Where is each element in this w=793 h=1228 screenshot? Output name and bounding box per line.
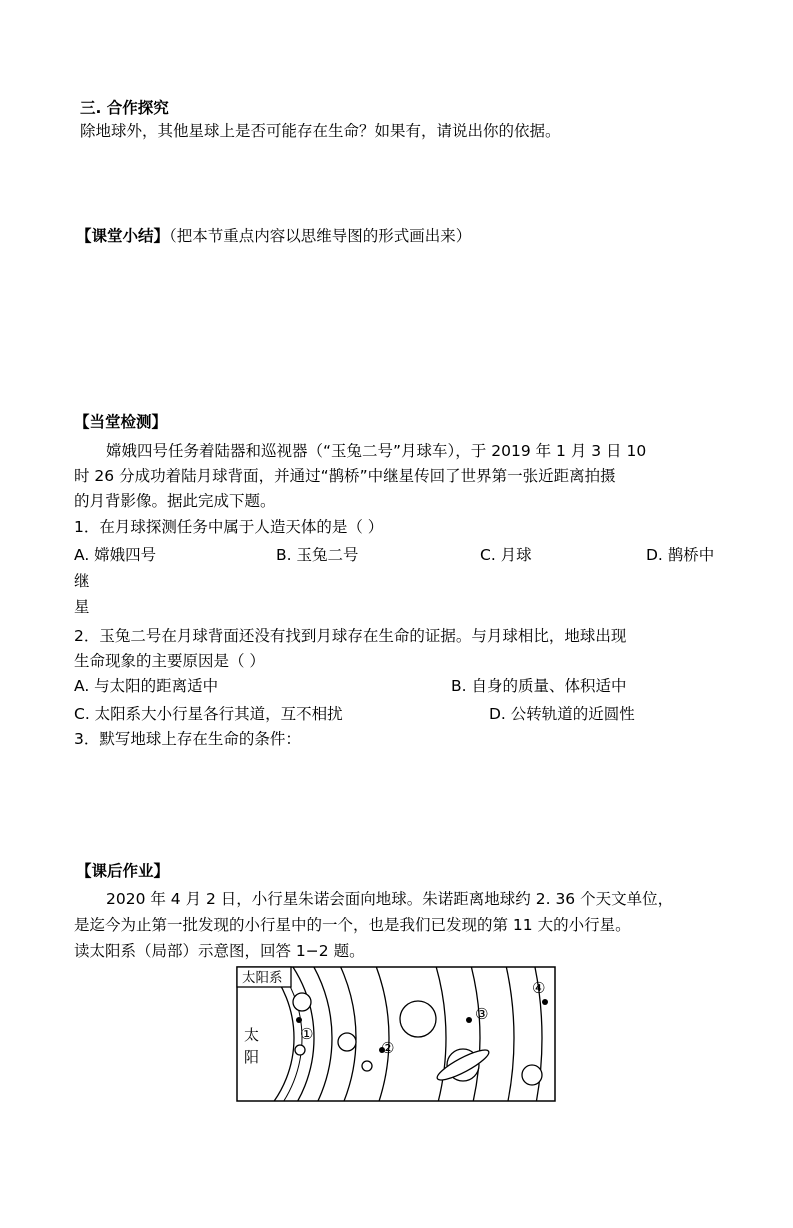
planet-circle bbox=[522, 1065, 542, 1085]
q1-stem: 1．在月球探测任务中属于人造天体的是（ ） bbox=[74, 518, 384, 536]
q3-stem: 3．默写地球上存在生命的条件： bbox=[74, 730, 301, 748]
q2-option-a: A. 与太阳的距离适中 bbox=[74, 677, 219, 695]
check-passage-line-3: 的月背影像。据此完成下题。 bbox=[74, 492, 276, 510]
marker-4: ④ bbox=[532, 979, 546, 997]
check-passage-line-2: 时 26 分成功着陆月球背面，并通过“鹊桥”中继星传回了世界第一张近距离拍摄 bbox=[74, 467, 616, 485]
section-heading: 三. 合作探究 bbox=[80, 99, 169, 117]
homework-passage-line-3: 读太阳系（局部）示意图，回答 1−2 题。 bbox=[74, 942, 365, 960]
small-body-dot bbox=[466, 1017, 472, 1023]
q1-option-c: C. 月球 bbox=[480, 546, 532, 564]
planet-circle bbox=[295, 1045, 305, 1055]
planet-circle bbox=[362, 1061, 372, 1071]
q1-option-d-wrap-1: 继 bbox=[74, 572, 90, 590]
q2-stem-line-2: 生命现象的主要原因是（ ） bbox=[74, 652, 265, 670]
homework-passage-line-1: 2020 年 4 月 2 日，小行星朱诺会面向地球。朱诺距离地球约 2. 36 个天文单位， bbox=[106, 890, 674, 908]
summary-line bbox=[76, 226, 471, 246]
sun-label-1: 太 bbox=[244, 1026, 260, 1044]
marker-2: ② bbox=[381, 1039, 395, 1057]
planet-circle bbox=[400, 1001, 436, 1037]
q1-option-b: B. 玉兔二号 bbox=[276, 546, 359, 564]
summary-note: （把本节重点内容以思维导图的形式画出来） bbox=[169, 227, 472, 245]
marker-3: ③ bbox=[475, 1005, 489, 1023]
homework-label: 【课后作业】 bbox=[76, 862, 170, 880]
discussion-question: 除地球外，其他星球上是否可能存在生命？如果有，请说出你的依据。 bbox=[80, 122, 561, 140]
check-label: 【当堂检测】 bbox=[74, 413, 168, 431]
planet-circle bbox=[338, 1033, 356, 1051]
marker-1: ① bbox=[300, 1025, 314, 1043]
diagram-title: 太阳系 bbox=[242, 970, 283, 986]
summary-label: 【课堂小结】 bbox=[76, 227, 170, 245]
small-body-dot bbox=[542, 999, 548, 1005]
q2-option-c: C. 太阳系大小行星各行其道，互不相扰 bbox=[74, 705, 343, 723]
small-body-dot bbox=[296, 1017, 302, 1023]
homework-passage-line-2: 是迄今为止第一批发现的小行星中的一个，也是我们已发现的第 11 大的小行星。 bbox=[74, 916, 631, 934]
q2-stem-line-1: 2．玉兔二号在月球背面还没有找到月球存在生命的证据。与月球相比，地球出现 bbox=[74, 627, 627, 645]
q1-option-d: D. 鹊桥中 bbox=[646, 546, 715, 564]
q2-option-b: B. 自身的质量、体积适中 bbox=[451, 677, 627, 695]
q1-option-a: A. 嫦娥四号 bbox=[74, 546, 157, 564]
sun-label-2: 阳 bbox=[244, 1048, 260, 1066]
check-passage-line-1: 嫦娥四号任务着陆器和巡视器（“玉兔二号”月球车），于 2019 年 1 月 3 日 10 bbox=[106, 442, 647, 460]
planet-circle bbox=[293, 993, 311, 1011]
q1-option-d-wrap-2: 星 bbox=[74, 598, 90, 616]
solar-system-diagram bbox=[236, 966, 556, 1102]
q2-option-d: D. 公转轨道的近圆性 bbox=[489, 705, 635, 723]
